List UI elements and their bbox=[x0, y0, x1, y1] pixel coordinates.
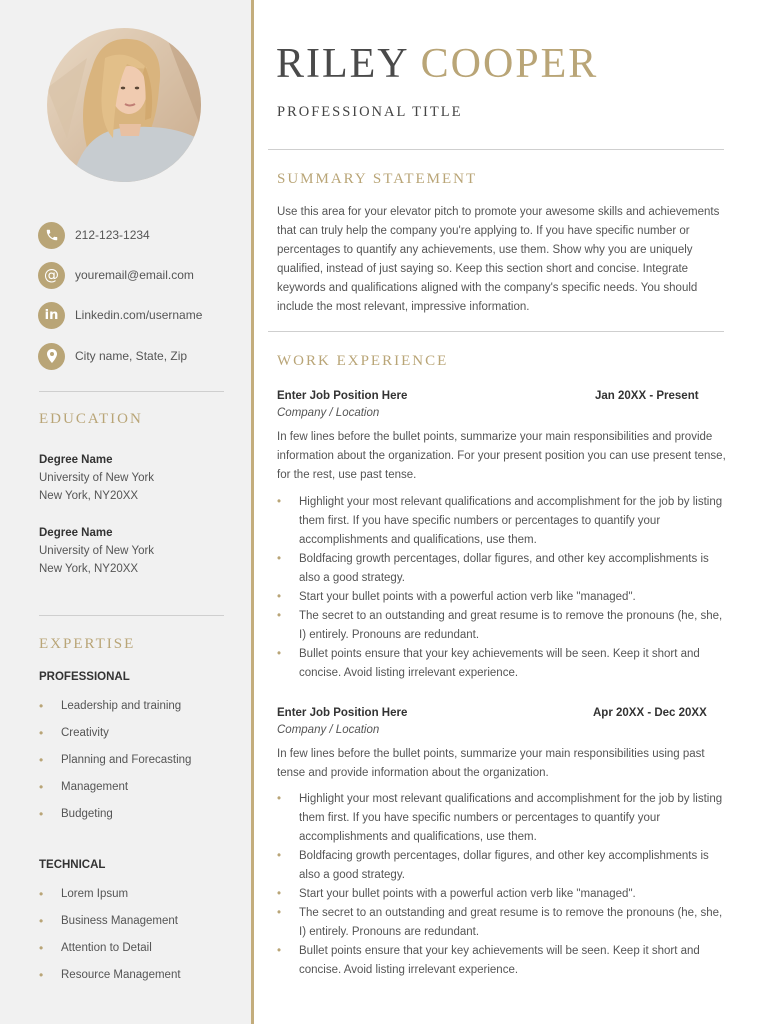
contact-location-text: City name, State, Zip bbox=[75, 349, 188, 363]
contact-email-text: youremail@email.com bbox=[75, 268, 194, 282]
school-name: University of New York bbox=[39, 545, 155, 557]
job-company: Company / Location bbox=[277, 407, 380, 419]
list-item: • Boldfacing growth percentages, dollar figures, and other key accomplishments is also a good strategy. bbox=[277, 847, 727, 885]
section-divider bbox=[268, 149, 724, 150]
job-company: Company / Location bbox=[277, 724, 380, 736]
school-location: New York, NY20XX bbox=[39, 490, 139, 502]
location-pin-icon bbox=[38, 343, 65, 370]
bullet-icon: • bbox=[277, 648, 282, 660]
bullet-icon: • bbox=[277, 945, 282, 957]
sidebar-border bbox=[251, 0, 254, 1024]
list-item: • Attention to Detail bbox=[39, 940, 152, 955]
contact-location bbox=[38, 342, 187, 370]
first-name: RILEY bbox=[276, 41, 409, 87]
expertise-heading: EXPERTISE bbox=[39, 636, 136, 652]
phone-icon bbox=[38, 222, 65, 249]
list-item: • Bullet points ensure that your key achievements will be seen. Keep it short and concise. Avoid listing irrelevant experience. bbox=[277, 942, 727, 980]
work-experience-heading: WORK EXPERIENCE bbox=[277, 353, 449, 369]
list-item: • Boldfacing growth percentages, dollar figures, and other key accomplishments is also a good strategy. bbox=[277, 550, 727, 588]
list-item: • Highlight your most relevant qualifications and accomplishment for the job by listing them first. If you have specific numbers or percentages to quantify your accomplishments and qualifications, use them. bbox=[277, 493, 727, 550]
bullet-icon: • bbox=[277, 850, 282, 862]
education-heading: EDUCATION bbox=[39, 411, 143, 427]
list-item: • Resource Management bbox=[39, 967, 181, 982]
job-position: Enter Job Position Here bbox=[277, 390, 408, 402]
list-item: • Creativity bbox=[39, 725, 109, 740]
email-icon: @ bbox=[38, 262, 65, 289]
degree-name: Degree Name bbox=[39, 527, 113, 539]
contact-linkedin-text: Linkedin.com/username bbox=[75, 308, 203, 322]
professional-skills-list bbox=[39, 692, 191, 827]
list-item: • Leadership and training bbox=[39, 698, 182, 713]
list-item: • Management bbox=[39, 779, 129, 794]
list-item: • Business Management bbox=[39, 913, 178, 928]
list-item: • The secret to an outstanding and great resume is to remove the pronouns (he, she, I) entirely. Pronouns are redundant. bbox=[277, 607, 727, 645]
job-summary: In few lines before the bullet points, summarize your main responsibilities using past tense and provide information about the organization. bbox=[277, 748, 705, 779]
bullet-icon: • bbox=[277, 496, 282, 508]
school-name: University of New York bbox=[39, 472, 155, 484]
job-bullets bbox=[277, 493, 727, 683]
sidebar-divider bbox=[39, 615, 224, 616]
contact-phone[interactable] bbox=[38, 221, 150, 249]
bullet-icon: • bbox=[277, 591, 282, 603]
technical-skills-heading: TECHNICAL bbox=[39, 859, 106, 871]
candidate-name bbox=[276, 40, 598, 88]
professional-skills-heading: PROFESSIONAL bbox=[39, 671, 130, 683]
profile-photo bbox=[47, 28, 201, 182]
list-item: • The secret to an outstanding and great resume is to remove the pronouns (he, she, I) entirely. Pronouns are redundant. bbox=[277, 904, 727, 942]
list-item: • Start your bullet points with a powerful action verb like "managed". bbox=[277, 885, 727, 904]
bullet-icon: • bbox=[39, 779, 44, 794]
bullet-icon: • bbox=[277, 907, 282, 919]
education-item bbox=[39, 524, 154, 578]
list-item: • Bullet points ensure that your key achievements will be seen. Keep it short and concise. Avoid listing irrelevant experience. bbox=[277, 645, 727, 683]
education-item bbox=[39, 451, 154, 505]
professional-title: PROFESSIONAL TITLE bbox=[277, 104, 463, 120]
linkedin-icon: in bbox=[38, 302, 65, 329]
bullet-icon: • bbox=[277, 793, 282, 805]
sidebar-divider bbox=[39, 391, 224, 392]
job-bullets bbox=[277, 790, 727, 980]
contact-phone-text: 212-123-1234 bbox=[75, 228, 150, 242]
section-divider bbox=[268, 331, 724, 332]
bullet-icon: • bbox=[277, 553, 282, 565]
list-item: • Budgeting bbox=[39, 806, 113, 821]
bullet-icon: • bbox=[39, 886, 44, 901]
bullet-icon: • bbox=[277, 610, 282, 622]
job-summary: In few lines before the bullet points, summarize your main responsibilities and provide information about the organization. For your present position you can use present tense, for the rest, use past tense. bbox=[277, 431, 726, 481]
summary-heading: SUMMARY STATEMENT bbox=[277, 171, 478, 187]
bullet-icon: • bbox=[39, 725, 44, 740]
bullet-icon: • bbox=[39, 967, 44, 982]
job-dates: Jan 20XX - Present bbox=[595, 390, 699, 402]
list-item: • Start your bullet points with a powerful action verb like "managed". bbox=[277, 588, 727, 607]
job-dates: Apr 20XX - Dec 20XX bbox=[593, 707, 707, 719]
contact-email[interactable] bbox=[38, 261, 194, 289]
technical-skills-list bbox=[39, 880, 181, 988]
bullet-icon: • bbox=[39, 698, 44, 713]
bullet-icon: • bbox=[39, 806, 44, 821]
bullet-icon: • bbox=[277, 888, 282, 900]
list-item: • Lorem Ipsum bbox=[39, 886, 129, 901]
contact-linkedin[interactable] bbox=[38, 301, 202, 329]
degree-name: Degree Name bbox=[39, 454, 113, 466]
job-position: Enter Job Position Here bbox=[277, 707, 408, 719]
bullet-icon: • bbox=[39, 752, 44, 767]
list-item: • Highlight your most relevant qualifications and accomplishment for the job by listing them first. If you have specific numbers or percentages to quantify your accomplishments and qualifications, use them. bbox=[277, 790, 727, 847]
school-location: New York, NY20XX bbox=[39, 563, 139, 575]
bullet-icon: • bbox=[39, 913, 44, 928]
last-name: COOPER bbox=[420, 41, 599, 87]
list-item: • Planning and Forecasting bbox=[39, 752, 192, 767]
summary-text: Use this area for your elevator pitch to promote your awesome skills and achievements that can truly help the company you're applying to. If you have specific number or percentages to quantify any achievements, use them. Show why you are uniquely qualified, instead of just saying so. Keep this section short and concise. Integrate keywords and qualifications aligned with the company's specific needs. You should include the most relevant, impressive information. bbox=[277, 206, 720, 313]
bullet-icon: • bbox=[39, 940, 44, 955]
